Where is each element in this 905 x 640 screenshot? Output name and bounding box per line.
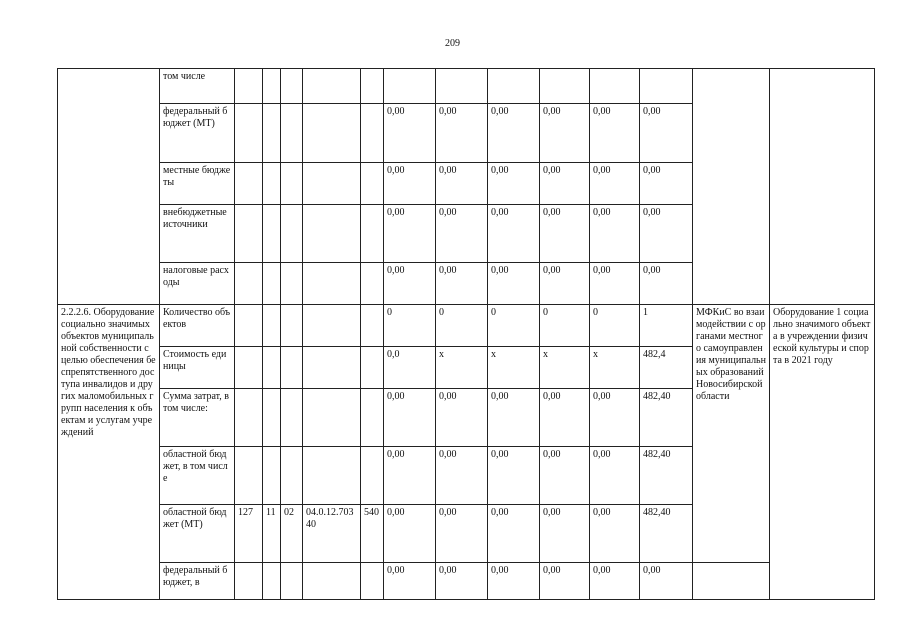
value-cell: 0,00 — [640, 104, 693, 163]
value-cell: 0 — [384, 305, 436, 347]
value-cell: 0,00 — [590, 389, 640, 447]
value-cell: x — [436, 347, 488, 389]
value-cell: 0,00 — [488, 163, 540, 205]
value-cell — [590, 69, 640, 104]
value-cell: 482,40 — [640, 505, 693, 563]
page-number: 209 — [445, 38, 460, 49]
budget-table — [57, 68, 875, 600]
value-cell: 0,00 — [436, 205, 488, 263]
value-cell: 0,00 — [436, 563, 488, 600]
row-label: Количество объектов — [160, 305, 235, 347]
value-cell: 0,00 — [436, 505, 488, 563]
value-cell: 0,00 — [436, 163, 488, 205]
row-label: том числе — [160, 69, 235, 104]
measure-result: Оборудование 1 социально значимого объекта в учреждении физической культуры и спорта в 2021 году — [770, 305, 875, 600]
table-row — [58, 69, 875, 104]
row-label: внебюджетные источники — [160, 205, 235, 263]
value-cell: 0,00 — [384, 205, 436, 263]
value-cell: 0,00 — [384, 263, 436, 305]
value-cell: 0,00 — [640, 205, 693, 263]
value-cell: 0,00 — [640, 163, 693, 205]
value-cell: 0,00 — [384, 104, 436, 163]
value-cell — [488, 69, 540, 104]
value-cell: 0,0 — [384, 347, 436, 389]
row-label: областной бюджет, в том числе — [160, 447, 235, 505]
executor-empty-cell — [693, 563, 770, 600]
value-cell: 482,40 — [640, 389, 693, 447]
value-cell — [384, 69, 436, 104]
vr-code: 540 — [361, 505, 384, 563]
value-cell: 0,00 — [540, 163, 590, 205]
value-cell: 0,00 — [640, 263, 693, 305]
value-cell: 0,00 — [540, 447, 590, 505]
value-cell: 0,00 — [640, 563, 693, 600]
value-cell: 0,00 — [540, 205, 590, 263]
value-cell: 0,00 — [384, 505, 436, 563]
measure-name: 2.2.2.6. Оборудование социально значимых объектов муниципальной собственности с целью обеспечения беспрепятственного доступа инвалидов и других маломобильных групп населения к объектам и услугам учреждений — [58, 305, 160, 600]
pr-code: 02 — [281, 505, 303, 563]
value-cell: 0,00 — [540, 505, 590, 563]
value-cell: 482,40 — [640, 447, 693, 505]
value-cell: 1 — [640, 305, 693, 347]
row-label: местные бюджеты — [160, 163, 235, 205]
value-cell: 0 — [488, 305, 540, 347]
value-cell: 0,00 — [436, 389, 488, 447]
value-cell: 0,00 — [488, 389, 540, 447]
prev-measure-cell — [58, 69, 160, 305]
value-cell: 0,00 — [384, 563, 436, 600]
value-cell: x — [540, 347, 590, 389]
value-cell: 0 — [590, 305, 640, 347]
value-cell: 0,00 — [436, 104, 488, 163]
value-cell: 482,4 — [640, 347, 693, 389]
value-cell: 0,00 — [488, 563, 540, 600]
prev-executor-cell — [693, 69, 770, 305]
value-cell: 0,00 — [384, 389, 436, 447]
table-row — [58, 563, 875, 600]
row-label: налоговые расходы — [160, 263, 235, 305]
value-cell: 0,00 — [488, 205, 540, 263]
value-cell: 0,00 — [540, 263, 590, 305]
measure-executor: МФКиС во взаимодействии с органами местного самоуправления муниципальных образований Новосибирской области — [693, 305, 770, 563]
value-cell: 0,00 — [488, 447, 540, 505]
value-cell: 0,00 — [590, 205, 640, 263]
value-cell: 0,00 — [590, 505, 640, 563]
value-cell: 0,00 — [590, 163, 640, 205]
value-cell: 0,00 — [540, 563, 590, 600]
value-cell — [540, 69, 590, 104]
value-cell: 0,00 — [590, 563, 640, 600]
value-cell: x — [488, 347, 540, 389]
grbs-code: 127 — [235, 505, 263, 563]
rz-code: 11 — [263, 505, 281, 563]
csr-code: 04.0.12.70340 — [303, 505, 361, 563]
value-cell: 0,00 — [384, 163, 436, 205]
value-cell: 0,00 — [590, 104, 640, 163]
row-label: федеральный бюджет (МТ) — [160, 104, 235, 163]
row-label: областной бюджет (МТ) — [160, 505, 235, 563]
row-label: Стоимость единицы — [160, 347, 235, 389]
value-cell: x — [590, 347, 640, 389]
value-cell: 0 — [540, 305, 590, 347]
value-cell: 0 — [436, 305, 488, 347]
value-cell: 0,00 — [488, 505, 540, 563]
value-cell: 0,00 — [540, 389, 590, 447]
value-cell: 0,00 — [590, 263, 640, 305]
row-label: федеральный бюджет, в — [160, 563, 235, 600]
prev-result-cell — [770, 69, 875, 305]
value-cell: 0,00 — [488, 104, 540, 163]
value-cell: 0,00 — [384, 447, 436, 505]
table-row — [58, 305, 875, 347]
value-cell: 0,00 — [436, 263, 488, 305]
row-label: Сумма затрат, в том числе: — [160, 389, 235, 447]
value-cell: 0,00 — [488, 263, 540, 305]
value-cell — [640, 69, 693, 104]
value-cell: 0,00 — [590, 447, 640, 505]
value-cell: 0,00 — [436, 447, 488, 505]
value-cell — [436, 69, 488, 104]
value-cell: 0,00 — [540, 104, 590, 163]
